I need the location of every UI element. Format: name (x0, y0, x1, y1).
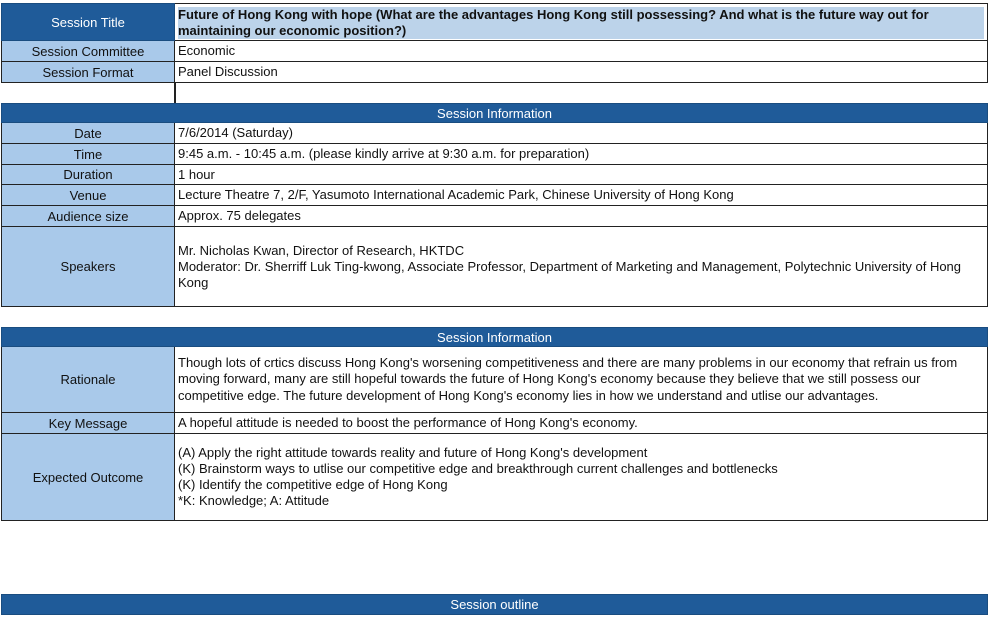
rationale-label: Rationale (1, 347, 175, 413)
blank-row (1, 83, 988, 103)
committee-value[interactable]: Economic (175, 41, 988, 62)
format-value[interactable]: Panel Discussion (175, 62, 988, 83)
blank-label-cell (1, 83, 175, 103)
date-row (1, 123, 988, 144)
audience-label: Audience size (1, 206, 175, 227)
key-message-label: Key Message (1, 413, 175, 434)
audience-value[interactable]: Approx. 75 delegates (175, 206, 988, 227)
outcome-row (1, 434, 988, 521)
speakers-row (1, 227, 988, 307)
key-message-value[interactable]: A hopeful attitude is needed to boost the performance of Hong Kong's economy. (175, 413, 988, 434)
venue-row (1, 185, 988, 206)
format-row (1, 62, 988, 83)
session-info-header-2: Session Information (1, 327, 988, 347)
rationale-row (1, 347, 988, 413)
time-value[interactable]: 9:45 a.m. - 10:45 a.m. (please kindly arrive at 9:30 a.m. for preparation) (175, 144, 988, 165)
outcome-value[interactable] (175, 434, 988, 521)
speakers-value[interactable] (175, 227, 988, 307)
format-label: Session Format (1, 62, 175, 83)
blank-value-cell (175, 83, 988, 103)
duration-row (1, 165, 988, 185)
speakers-label: Speakers (1, 227, 175, 307)
key-message-row (1, 413, 988, 434)
session-title-value: Future of Hong Kong with hope (What are the advantages Hong Kong still possessing? And what is the future way out for maintaining our economic position?) (178, 7, 984, 39)
duration-value[interactable]: 1 hour (175, 165, 988, 185)
session-info-header: Session Information (1, 103, 988, 123)
outcome-line-2: (K) Brainstorm ways to utlise our competitive edge and breakthrough current challenges and bottlenecks (178, 461, 778, 476)
venue-value[interactable]: Lecture Theatre 7, 2/F, Yasumoto International Academic Park, Chinese University of Hong Kong (175, 185, 988, 206)
speaker-line-2: Moderator: Dr. Sherriff Luk Ting-kwong, Associate Professor, Department of Marketing and Management, Polytechnic University of Hong Kong (178, 258, 962, 290)
outcome-line-3: (K) Identify the competitive edge of Hong Kong (178, 477, 448, 492)
outcome-label: Expected Outcome (1, 434, 175, 521)
date-label: Date (1, 123, 175, 144)
session-title-label: Session Title (1, 3, 175, 41)
audience-row (1, 206, 988, 227)
outcome-line-1: (A) Apply the right attitude towards reality and future of Hong Kong's development (178, 445, 648, 460)
outcome-line-4: *K: Knowledge; A: Attitude (178, 493, 330, 508)
date-value[interactable]: 7/6/2014 (Saturday) (175, 123, 988, 144)
session-outline-header: Session outline (1, 594, 988, 615)
rationale-value[interactable]: Though lots of crtics discuss Hong Kong's worsening competitiveness and there are many problems in our economy that refrain us from moving forward, many are still hopeful towards the future of Hong Kong's economy because they believe that we still possess our competitive edge. The future development of Hong Kong's economy lies in how we understand and utlise our advantages. (175, 347, 988, 413)
speaker-line-1: Mr. Nicholas Kwan, Director of Research, HKTDC (178, 242, 465, 258)
committee-row (1, 41, 988, 62)
session-title-cell[interactable] (175, 3, 988, 41)
session-title-row (1, 3, 988, 41)
time-row (1, 144, 988, 165)
venue-label: Venue (1, 185, 175, 206)
committee-label: Session Committee (1, 41, 175, 62)
time-label: Time (1, 144, 175, 165)
duration-label: Duration (1, 165, 175, 185)
